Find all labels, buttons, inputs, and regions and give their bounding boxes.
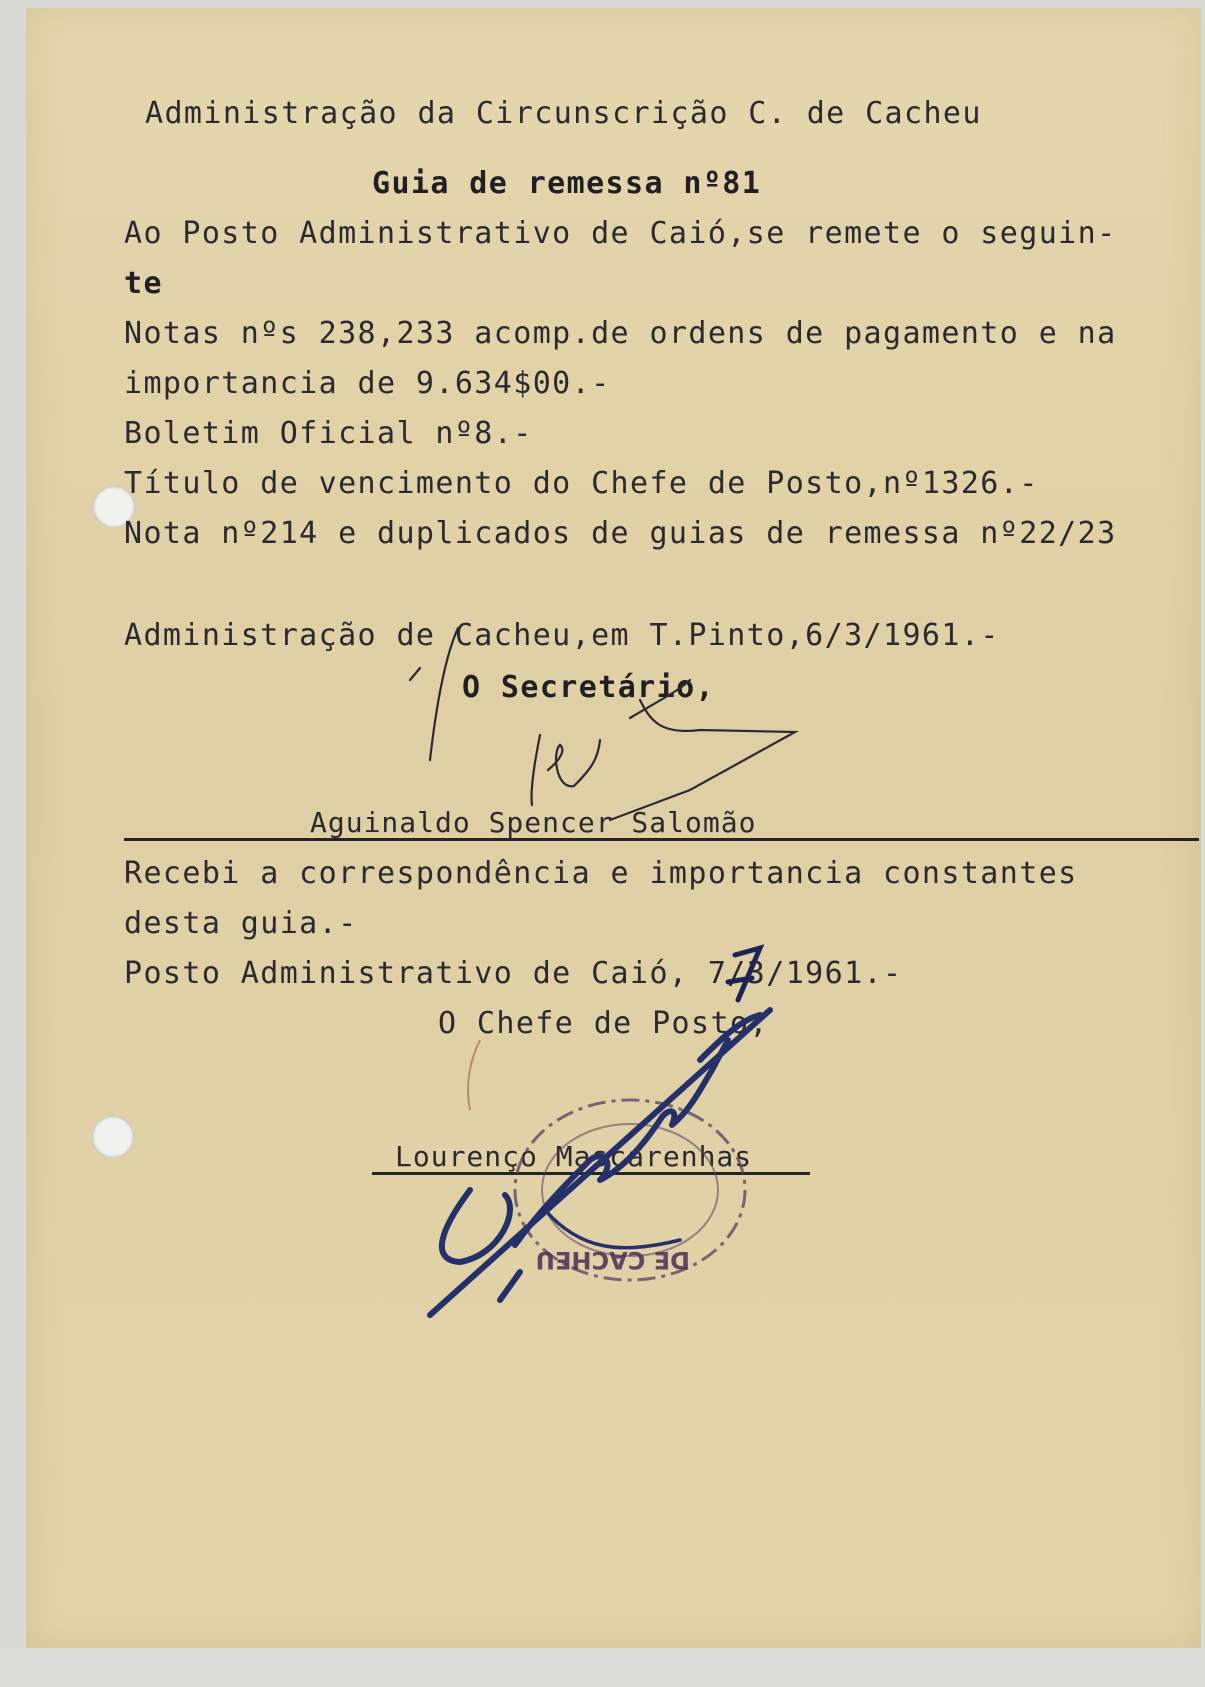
document-title: Guia de remessa nº81 xyxy=(372,166,762,201)
intro-line-1: Ao Posto Administrativo de Caió,se remete o seguin- xyxy=(124,216,1117,251)
receipt-place-date: Posto Administrativo de Caió, 7/3/1961.- xyxy=(124,956,903,991)
secretary-name: Aguinaldo Spencer Salomão xyxy=(310,806,757,839)
item-note-duplicates: Nota nº214 e duplicados de guias de remessa nº22/23 xyxy=(124,516,1117,551)
secretary-title: O Secretário, xyxy=(462,670,715,705)
item-notes-line-2: importancia de 9.634$00.- xyxy=(124,366,611,401)
intro-line-2: te xyxy=(124,266,163,301)
handwritten-day-correction xyxy=(728,948,760,1000)
place-and-date: Administração de Cacheu,em T.Pinto,6/3/1961.- xyxy=(124,618,1000,653)
chief-name: Lourenço Mascarenhas xyxy=(395,1140,753,1173)
item-notes-line-1: Notas nºs 238,233 acomp.de ordens de pagamento e na xyxy=(124,316,1117,351)
header-line: Administração da Circunscrição C. de Cacheu xyxy=(145,96,982,131)
red-pencil-mark xyxy=(468,1040,480,1110)
official-stamp xyxy=(515,1100,745,1280)
secretary-signature xyxy=(410,628,795,820)
stamp-text: DE CACHEU xyxy=(535,1246,690,1274)
item-salary-title: Título de vencimento do Chefe de Posto,nº1326.- xyxy=(124,466,1039,501)
item-bulletin: Boletim Oficial nº8.- xyxy=(124,416,533,451)
chief-title: O Chefe de Posto, xyxy=(438,1006,769,1041)
receipt-line-2: desta guia.- xyxy=(124,906,358,941)
receipt-line-1: Recebi a correspondência e importancia constantes xyxy=(124,856,1078,891)
